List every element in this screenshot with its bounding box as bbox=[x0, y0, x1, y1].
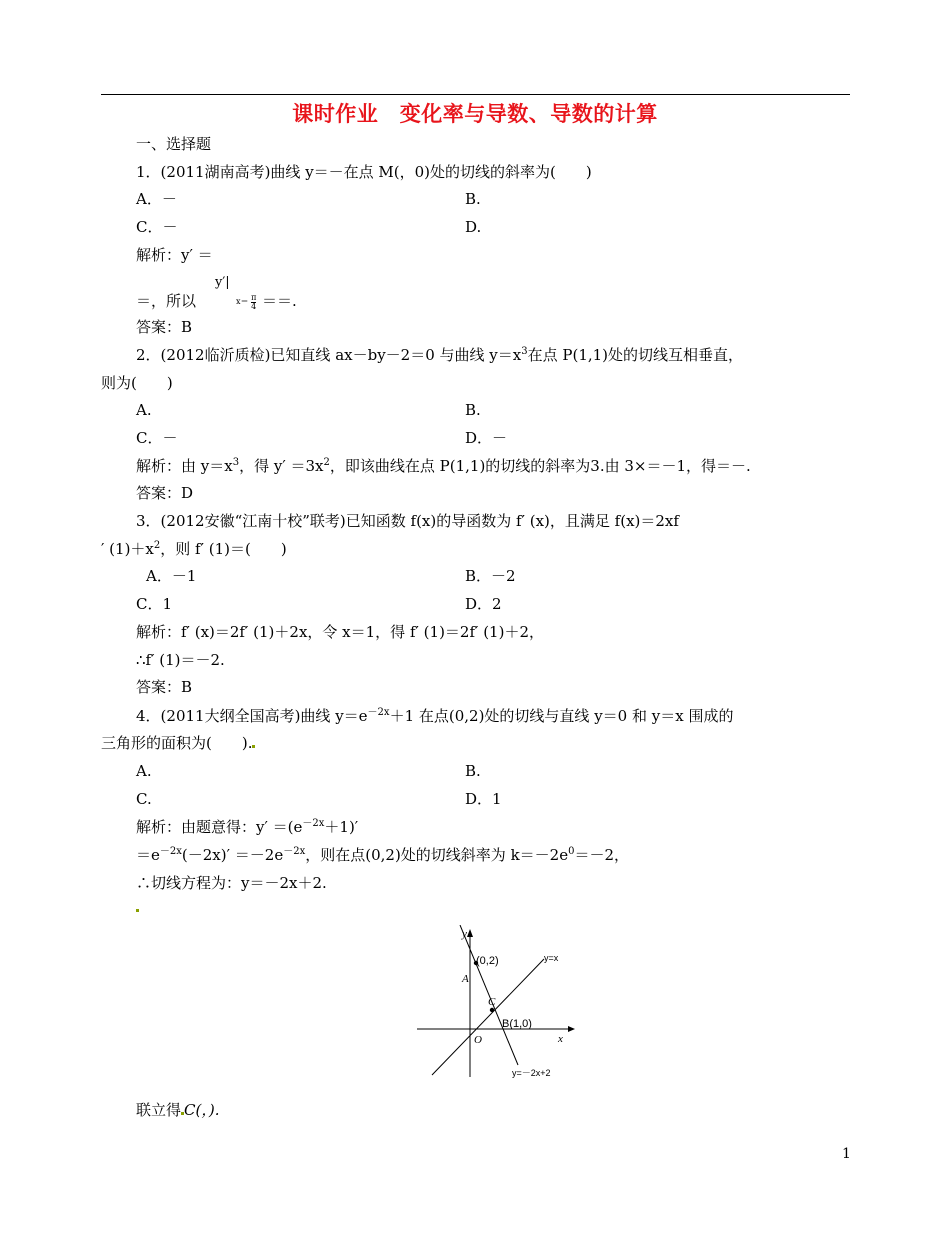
q4-sol2-sup2: －2x bbox=[283, 846, 306, 857]
q3-option-d: D．2 bbox=[465, 595, 502, 613]
q3-stem2-sup: 2 bbox=[153, 540, 161, 551]
q2-option-d: D．－ bbox=[465, 429, 508, 447]
q4-option-a: A. bbox=[136, 762, 152, 780]
graph-x-arrow bbox=[568, 1026, 575, 1032]
q1-eval-symbol: y′| bbox=[215, 275, 230, 290]
q2-sol-sup2: 2 bbox=[323, 457, 330, 468]
q4-stem2-text: 三角形的面积为( ). bbox=[101, 734, 253, 752]
q4-marker-dot bbox=[252, 745, 255, 748]
q2-option-a: A. bbox=[136, 401, 152, 419]
q3-answer: 答案：B bbox=[136, 678, 193, 696]
q4-sol1-b: ＋1)′ bbox=[324, 818, 359, 836]
q3-stem2-a: ′ (1)＋x bbox=[101, 540, 154, 558]
graph-label-a: A bbox=[462, 973, 469, 985]
graph-label-line2: y=－2x+2 bbox=[512, 1068, 551, 1078]
q3-stem-line2 bbox=[101, 539, 287, 559]
q1-solution-line2: ＝，所以 bbox=[136, 292, 197, 310]
q4-option-b: B. bbox=[465, 762, 481, 780]
q2-sol-a: 解析：由 y＝x bbox=[136, 457, 233, 475]
q1-option-c: C．－ bbox=[136, 218, 178, 236]
q2-option-b: B. bbox=[465, 401, 481, 419]
q4-stem1-sup: －2x bbox=[367, 707, 390, 718]
q4-sol2-c: ，则在点(0,2)处的切线斜率为 k＝－2e bbox=[305, 846, 569, 864]
q4-solution-line2 bbox=[136, 845, 629, 865]
graph-label-a-coord: (0,2) bbox=[476, 955, 499, 967]
q3-stem2-b: ，则 f′ (1)＝( ) bbox=[160, 540, 287, 558]
q2-stem-end: 在点 P(1,1)处的切线互相垂直， bbox=[527, 346, 744, 364]
q1-option-a: A．－ bbox=[136, 190, 177, 208]
q4-final-b: C(，). bbox=[184, 1101, 220, 1119]
q4-stem1-b: ＋1 在点(0,2)处的切线与直线 y＝0 和 y＝x 围成的 bbox=[389, 707, 734, 725]
header-rule bbox=[101, 94, 850, 95]
q1-option-d: D. bbox=[465, 218, 482, 236]
q3-option-b: B．－2 bbox=[465, 567, 516, 585]
q4-sol2-d: ＝－2， bbox=[574, 846, 629, 864]
q4-sol2-a: ＝e bbox=[136, 846, 160, 864]
q4-stem-line2 bbox=[101, 733, 255, 753]
q2-sol-c: ，即该曲线在点 P(1,1)的切线的斜率为3.由 3×＝－1，得＝－. bbox=[329, 457, 751, 475]
q4-sol2-b: (－2x)′ ＝－2e bbox=[181, 846, 284, 864]
graph-label-b: B(1,0) bbox=[502, 1018, 532, 1030]
graph-label-c: C bbox=[488, 996, 496, 1008]
q3-solution-line2: ∴f′ (1)＝－2. bbox=[136, 651, 225, 669]
graph-label-line1: y=x bbox=[544, 953, 559, 963]
q1-eval-subscript bbox=[236, 292, 256, 312]
q2-answer: 答案：D bbox=[136, 484, 194, 502]
tangent-graph bbox=[412, 925, 577, 1085]
q3-solution-line1: 解析：f′ (x)＝2f′ (1)＋2x，令 x＝1，得 f′ (1)＝2f′ (1)＋2， bbox=[136, 623, 544, 641]
q4-option-d: D．1 bbox=[465, 790, 502, 808]
q1-eval-sub-x: x＝ bbox=[236, 297, 249, 306]
q4-final-line bbox=[136, 1100, 219, 1120]
q2-stem-sup: 3 bbox=[521, 346, 528, 357]
q4-marker-dot-2-shape bbox=[136, 909, 139, 912]
q4-option-c: C. bbox=[136, 790, 152, 808]
q4-marker-dot-2 bbox=[136, 897, 139, 917]
q2-stem-text: 2．(2012临沂质检)已知直线 ax－by－2＝0 与曲线 y＝x bbox=[136, 346, 522, 364]
q2-stem-line1 bbox=[136, 345, 743, 365]
q4-stem-line1 bbox=[136, 706, 733, 726]
q1-eval-pi: π bbox=[251, 292, 257, 302]
graph-x-label: x bbox=[558, 1033, 563, 1045]
q2-stem-line2: 则为( ) bbox=[101, 374, 173, 392]
q4-final-a: 联立得 bbox=[136, 1101, 182, 1119]
q1-answer: 答案：B bbox=[136, 318, 193, 336]
page-title: 课时作业 变化率与导数、导数的计算 bbox=[292, 102, 658, 126]
q4-stem1-a: 4．(2011大纲全国高考)曲线 y＝e bbox=[136, 707, 368, 725]
q4-solution-line1 bbox=[136, 817, 358, 837]
q4-solution-line3: ∴切线方程为：y＝－2x＋2. bbox=[136, 874, 327, 892]
q4-sol2-sup3: 0 bbox=[568, 846, 575, 857]
q2-sol-sup1: 3 bbox=[232, 457, 240, 468]
section-heading: 一、选择题 bbox=[136, 135, 212, 153]
q4-sol1-a: 解析：由题意得：y′ ＝(e bbox=[136, 818, 303, 836]
q1-solution-line1: 解析：y′ ＝ bbox=[136, 246, 213, 264]
q4-sol2-sup1: －2x bbox=[159, 846, 182, 857]
graph-point-c bbox=[490, 1008, 494, 1012]
q2-sol-b: ，得 y′ ＝3x bbox=[239, 457, 324, 475]
q1-solution-line2-end: ＝＝. bbox=[262, 292, 297, 310]
graph-line-y-eq-x bbox=[432, 959, 544, 1075]
graph-origin-label: O bbox=[474, 1034, 482, 1046]
q3-stem-line1: 3．(2012安徽“江南十校”联考)已知函数 f(x)的导函数为 f′ (x)，且满足 f(x)＝2xf bbox=[136, 512, 679, 530]
q1-option-b: B. bbox=[465, 190, 481, 208]
q1-stem: 1．(2011湖南高考)曲线 y＝－在点 M(，0)处的切线的斜率为( ) bbox=[136, 163, 592, 181]
graph-y-arrow bbox=[467, 929, 473, 937]
q1-eval-four: 4 bbox=[251, 301, 257, 311]
q3-option-c: C．1 bbox=[136, 595, 173, 613]
q1-derivative-eval bbox=[215, 273, 230, 293]
q2-option-c: C．－ bbox=[136, 429, 178, 447]
q2-solution bbox=[136, 456, 751, 476]
page-number: 1 bbox=[842, 1146, 851, 1162]
graph-y-label: y bbox=[462, 928, 467, 940]
q3-option-a: A．－1 bbox=[146, 567, 197, 585]
q4-sol1-sup: －2x bbox=[302, 818, 325, 829]
